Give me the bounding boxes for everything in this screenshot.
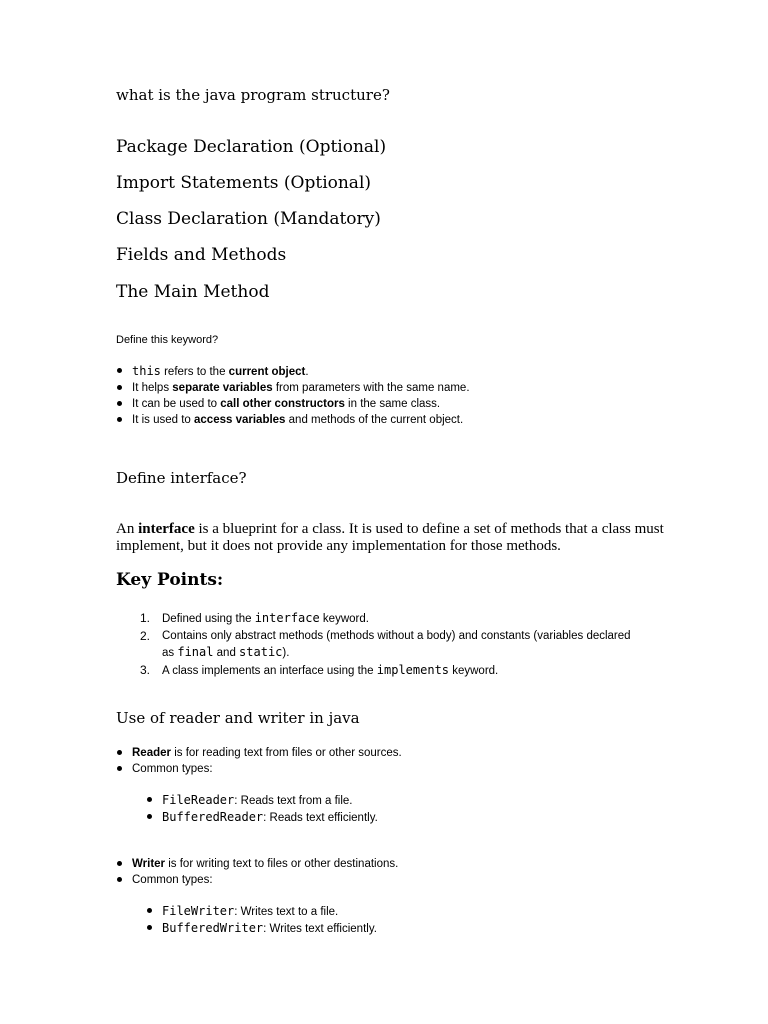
- list-item: BufferedReader: Reads text efficiently.: [162, 810, 378, 824]
- list-item: Common types:: [132, 761, 402, 777]
- list-item: 2. Contains only abstract methods (methods without a body) and constants (variables declared as final and static).: [140, 628, 631, 659]
- list-item: Reader is for reading text from files or other sources.: [132, 747, 402, 759]
- structure-item-package: Package Declaration (Optional): [116, 137, 387, 157]
- interface-definition: An interface is a blueprint for a class. It is used to define a set of methods that a class must implement, but it does not provide any implementation for those methods.: [116, 521, 664, 554]
- list-item: It can be used to call other constructors in the same class.: [132, 396, 470, 412]
- key-points-title: Key Points:: [116, 570, 224, 590]
- this-bullet-list: [132, 363, 470, 428]
- list-item: Writer is for writing text to files or other destinations.: [132, 858, 399, 870]
- list-item: FileWriter: Writes text to a file.: [162, 903, 377, 920]
- list-item: this refers to the current object.: [132, 363, 470, 380]
- question-java-structure: what is the java program structure?: [116, 86, 390, 104]
- structure-item-class: Class Declaration (Mandatory): [116, 209, 381, 229]
- list-item: It is used to access variables and methods of the current object.: [132, 412, 470, 428]
- interface-heading: Define interface?: [116, 469, 247, 487]
- structure-item-fields: Fields and Methods: [116, 245, 287, 265]
- reader-writer-heading: Use of reader and writer in java: [116, 709, 360, 727]
- list-item: It helps separate variables from parameters with the same name.: [132, 382, 470, 394]
- list-item: 3. A class implements an interface using the implements keyword.: [140, 662, 499, 677]
- this-heading: Define this keyword?: [116, 334, 219, 346]
- list-item: FileReader: Reads text from a file.: [162, 792, 378, 809]
- structure-item-main: The Main Method: [116, 282, 270, 302]
- structure-item-import: Import Statements (Optional): [116, 173, 372, 193]
- reader-bullet-list: [132, 745, 402, 777]
- list-item: Common types:: [132, 872, 398, 888]
- writer-types-list: [162, 903, 377, 937]
- reader-types-list: [162, 792, 378, 826]
- list-item: BufferedWriter: Writes text efficiently.: [162, 921, 377, 935]
- key-points-list: [140, 610, 631, 679]
- list-item: 1. Defined using the interface keyword.: [140, 611, 369, 625]
- writer-bullet-list: [132, 856, 398, 888]
